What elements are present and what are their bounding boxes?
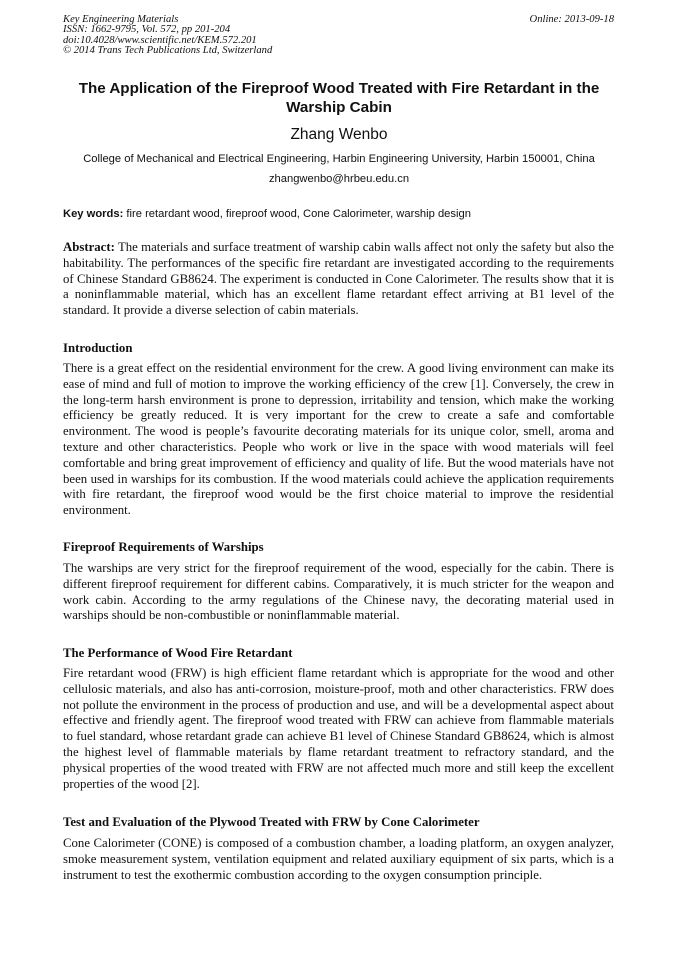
keywords [63, 207, 623, 221]
paragraph-introduction: There is a great effect on the residential environment for the crew. A good living environment can make its ease of mind and full of motion to improve the working efficiency of the crew [1]. Conversely, the crew in the long-term harsh environment is prone to depression, irritability and tension, which make the working efficiency be greatly reduced. It is very important for the crew to create a safe and comfortable environment. The wood is people’s favourite decorating materials for its unique color, smell, aroma and texture and other characteristics. People who work or live in the space with wood materials will feel comfortable and bring great improvement of efficiency and quality of life. But the wood materials have not been used in warships for its combustion. If the wood materials could achieve the application requirements with fire retardant, the fireproof wood would be the first choice material to improve the residential environment. [63, 361, 614, 518]
paragraph-performance: Fire retardant wood (FRW) is high efficient flame retardant which is appropriate for the wood and other cellulosic materials, and also has anti-corrosion, moisture-proof, moth and other characteristics. FRW does not pollute the environment in the process of production and use, and will be a developmental aspect about effective and friendly agent. The fireproof wood treated with FRW can achieve from flammable materials to fuel standard, whose retardant grade can achieve B1 level of Chinese Standard GB8624, which is almost the highest level of flammable materials by flame retardant treatment to refractory standard, and the physical properties of the wood treated with FRW are not affected much more and still keep the excellent properties of the wood [2]. [63, 666, 614, 791]
abstract [63, 240, 614, 319]
abstract-text: The materials and surface treatment of warship cabin walls affect not only the safety but also the habitability. The performances of the specific fire retardant are investigated according to the requirements of Chinese Standard GB8624. The experiment is conducted in Cone Calorimeter. The results show that it is a noninflammable material, which has an excellent flame retardant effect arriving at B1 level of the standard. It provide a diverse selection of cabin materials. [63, 240, 614, 318]
paper-title: The Application of the Fireproof Wood Treated with Fire Retardant in the Warship Cabin [78, 80, 600, 116]
author-affiliation: College of Mechanical and Electrical Engineering, Harbin Engineering University, Harbin 150001, China [83, 153, 595, 165]
journal-issn: ISSN: 1662-9795, Vol. 572, pp 201-204 [63, 24, 231, 36]
journal-header [63, 15, 272, 57]
section-heading-fireproof-requirements: Fireproof Requirements of Warships [63, 540, 264, 554]
section-heading-introduction: Introduction [63, 341, 133, 355]
journal-name: Key Engineering Materials [63, 14, 179, 25]
journal-doi: doi:10.4028/www.scientific.net/KEM.572.201 [63, 34, 257, 46]
author-name: Zhang Wenbo [290, 126, 388, 143]
author-email[interactable]: zhangwenbo@hrbeu.edu.cn [268, 173, 410, 185]
journal-copyright: © 2014 Trans Tech Publications Ltd, Switzerland [63, 45, 273, 57]
section-heading-test-evaluation: Test and Evaluation of the Plywood Treated with FRW by Cone Calorimeter [63, 815, 480, 829]
online-date: Online: 2013-09-18 [529, 14, 614, 25]
keywords-label: Key words: [63, 208, 124, 220]
paragraph-fireproof-requirements: The warships are very strict for the fireproof requirement of the wood, especially for the cabin. There is different fireproof requirement for different cabins. Comparatively, it is much stricter for the weapon and work cabin. According to the army regulations of the Chinese navy, the decorating material used in warships should be non-combustible or noninflammable material. [63, 561, 614, 623]
section-heading-performance: The Performance of Wood Fire Retardant [63, 646, 293, 660]
abstract-label: Abstract: [63, 240, 115, 254]
paragraph-test-evaluation: Cone Calorimeter (CONE) is composed of a combustion chamber, a loading platform, an oxygen analyzer, smoke measurement system, ventilation equipment and related auxiliary equipment of six parts, which is a instrument to test the exothermic combustion according to the oxygen consumption principle. [63, 836, 614, 882]
keywords-text: fire retardant wood, fireproof wood, Cone Calorimeter, warship design [123, 208, 471, 220]
